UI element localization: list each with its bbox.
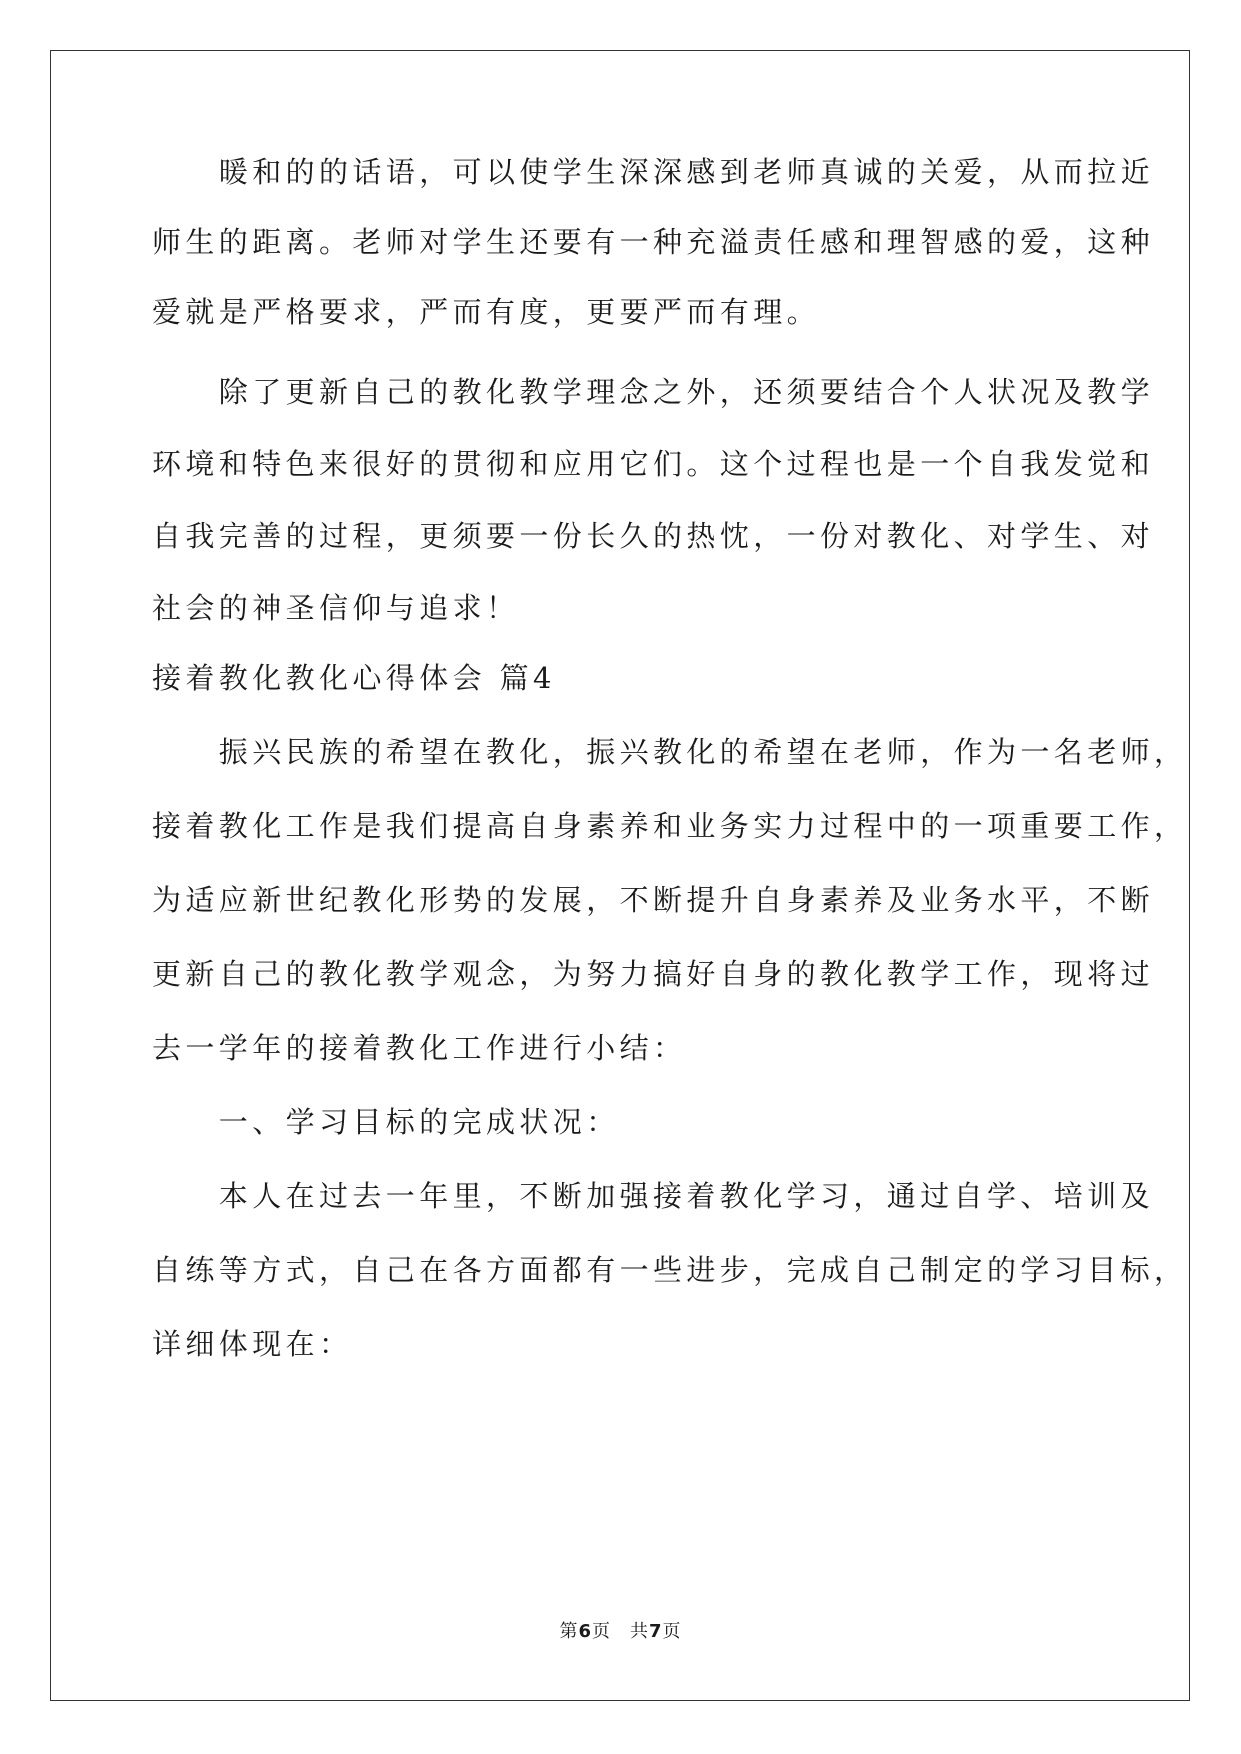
paragraph-line: 接着教化工作是我们提高自身素养和业务实力过程中的一项重要工作，: [152, 809, 1188, 843]
paragraph-line: 爱就是严格要求，严而有度，更要严而有理。: [152, 295, 821, 329]
paragraph-line: 更新自己的教化教学观念，为努力搞好自身的教化教学工作，现将过: [152, 957, 1155, 991]
paragraph-line: 自练等方式，自己在各方面都有一些进步，完成自己制定的学习目标，: [152, 1253, 1188, 1287]
footer-suffix: 页: [662, 1621, 682, 1642]
paragraph-line: 暖和的的话语，可以使学生深深感到老师真诚的关爱，从而拉近: [152, 155, 1155, 189]
paragraph-line: 环境和特色来很好的贯彻和应用它们。这个过程也是一个自我发觉和: [152, 447, 1155, 481]
paragraph-line: 为适应新世纪教化形势的发展，不断提升自身素养及业务水平，不断: [152, 883, 1155, 917]
paragraph-line: 本人在过去一年里，不断加强接着教化学习，通过自学、培训及: [152, 1179, 1155, 1213]
paragraph-line: 除了更新自己的教化教学理念之外，还须要结合个人状况及教学: [152, 375, 1155, 409]
footer-prefix: 第: [559, 1621, 579, 1642]
paragraph-line: 详细体现在：: [152, 1327, 353, 1361]
current-page-number: 6: [578, 1621, 592, 1642]
paragraph-line: 振兴民族的希望在教化，振兴教化的希望在老师，作为一名老师，: [152, 735, 1188, 769]
paragraph-line: 师生的距离。老师对学生还要有一种充溢责任感和理智感的爱，这种: [152, 225, 1155, 259]
paragraph-line: 社会的神圣信仰与追求！: [152, 591, 520, 625]
paragraph-line: 自我完善的过程，更须要一份长久的热忱，一份对教化、对学生、对: [152, 519, 1155, 553]
footer-middle: 页 共: [592, 1621, 649, 1642]
section-heading: 接着教化教化心得体会 篇4: [152, 661, 556, 695]
total-pages-number: 7: [649, 1621, 663, 1642]
page-footer: [0, 1620, 1241, 1644]
paragraph-line: 一、学习目标的完成状况：: [152, 1105, 620, 1139]
paragraph-line: 去一学年的接着教化工作进行小结：: [152, 1031, 687, 1065]
